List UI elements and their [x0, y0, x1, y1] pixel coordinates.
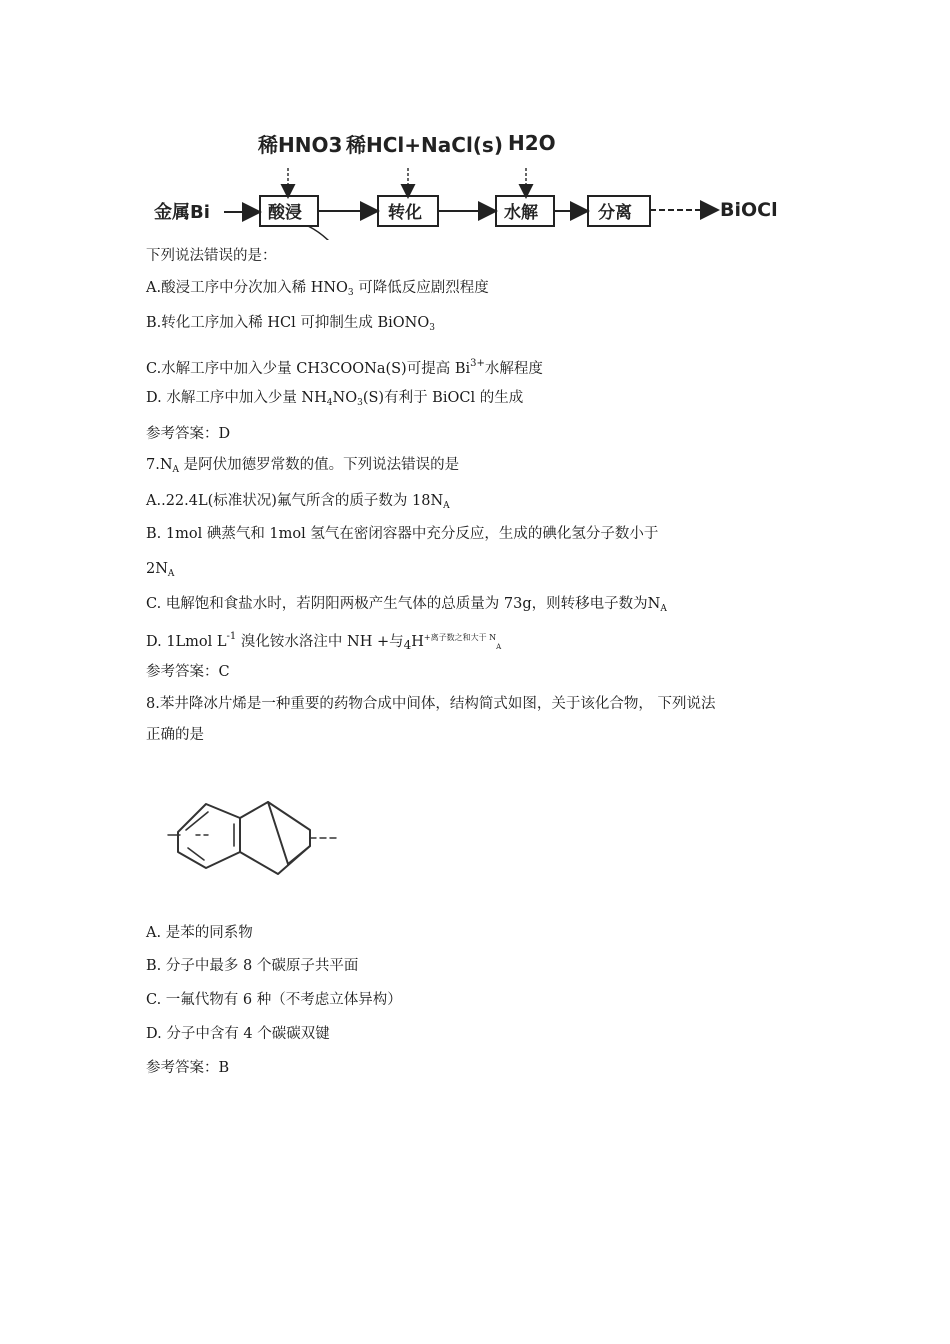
- q7-option-b-line1: B. 1mol 碘蒸气和 1mol 氢气在密闭容器中充分反应，生成的碘化氢分子数小于: [146, 526, 659, 542]
- step-1-label: 酸浸: [268, 203, 302, 223]
- q6-a-post: 可降低反应剧烈程度: [353, 280, 489, 296]
- q6-option-a: [146, 278, 489, 303]
- q6-c-sup: 3+: [470, 358, 485, 369]
- q6-b-text: B.转化工序加入稀 HCl 可抑制生成 BiONO: [146, 315, 430, 331]
- q7-stem: [146, 455, 459, 480]
- reagent-3: H2O: [508, 131, 556, 155]
- molecule-structure-image: [160, 780, 350, 890]
- q6-d-sub2: 3: [357, 398, 363, 408]
- q7-na-sub: A: [172, 465, 180, 475]
- q7-d-text: D. 1Lmol L: [146, 634, 227, 650]
- reagent-1: 稀HNO3: [258, 133, 343, 157]
- q7-stem-text: 是阿伏加德罗常数的值。下列说法错误的是: [179, 457, 460, 473]
- process-flowchart: [140, 110, 800, 240]
- q6-a-text: A.酸浸工序中分次加入稀 HNO: [146, 280, 348, 296]
- q7-a-text: A..22.4L(标准状况)氟气所含的质子数为 18N: [146, 493, 444, 509]
- q6-d-text: D. 水解工序中加入少量 NH: [146, 390, 327, 406]
- q8-option-b: B. 分子中最多 8 个碳原子共平面: [146, 958, 359, 974]
- q6-answer: 参考答案：D: [146, 426, 231, 442]
- q7-option-d: [146, 627, 501, 657]
- q7-b-text2: 2N: [146, 561, 168, 577]
- q6-option-c: [146, 354, 543, 379]
- q7-d-tiny-sub: A: [496, 643, 502, 651]
- q7-c-sub: A: [660, 604, 667, 614]
- q6-d-sub: 4: [326, 398, 333, 408]
- product-label: BiOCl: [720, 199, 778, 221]
- q7-d-sup: -1: [226, 631, 237, 642]
- step-3-label: 水解: [504, 203, 538, 223]
- q7-option-b-line2: [146, 559, 174, 584]
- q6-option-b: [146, 313, 435, 338]
- raw-material: 金属Bi: [154, 202, 210, 223]
- q8-stem-line1: 8.苯井降冰片烯是一种重要的药物合成中间体，结构简式如图，关于该化合物， 下列说法: [146, 696, 716, 712]
- q6-b-sub: 3: [429, 323, 435, 333]
- q6-d-mid: NO: [332, 390, 358, 406]
- q7-d-mid: 溴化铵水洛注中 NH: [236, 634, 377, 650]
- q8-option-a: A. 是苯的同系物: [146, 925, 253, 941]
- q8-option-d: D. 分子中含有 4 个碳碳双键: [146, 1026, 330, 1042]
- q7-d-plus: +与: [376, 634, 404, 650]
- q6-d-post: (S)有利于 BiOCl 的生成: [362, 390, 524, 406]
- q6-stem: 下列说法错误的是：: [146, 248, 277, 264]
- q6-option-d: [146, 388, 523, 413]
- q8-answer: 参考答案：B: [146, 1060, 230, 1076]
- q7-c-text: C. 电解饱和食盐水时，若阴阳两极产生气体的总质量为 73g，则转移电子数为N: [146, 596, 661, 612]
- q8-stem-line2: 正确的是: [146, 727, 204, 743]
- q6-c-text: C.水解工序中加入少量 CH3COONa(S)可提高 Bi: [146, 361, 471, 377]
- q7-option-a: [146, 491, 450, 516]
- q7-number: 7.: [146, 457, 160, 473]
- q7-a-sub: A: [443, 501, 450, 511]
- reagent-2: 稀HCl+NaCl(s): [346, 133, 503, 157]
- q6-c-post: 水解程度: [484, 361, 543, 377]
- q7-d-four: 4: [403, 638, 412, 652]
- q8-option-c: C. 一氟代物有 6 种（不考虑立体异构）: [146, 992, 402, 1008]
- q7-option-c: [146, 594, 667, 619]
- q7-d-h: H: [411, 634, 424, 650]
- step-2-label: 转化: [388, 203, 422, 223]
- q7-b-sub: A: [167, 569, 175, 579]
- q7-na: N: [159, 457, 173, 473]
- q7-answer: 参考答案：C: [146, 664, 230, 680]
- q7-d-tiny: +离子数之和大于 N: [423, 633, 497, 642]
- q6-a-sub: 3: [347, 288, 354, 298]
- step-4-label: 分离: [598, 203, 632, 223]
